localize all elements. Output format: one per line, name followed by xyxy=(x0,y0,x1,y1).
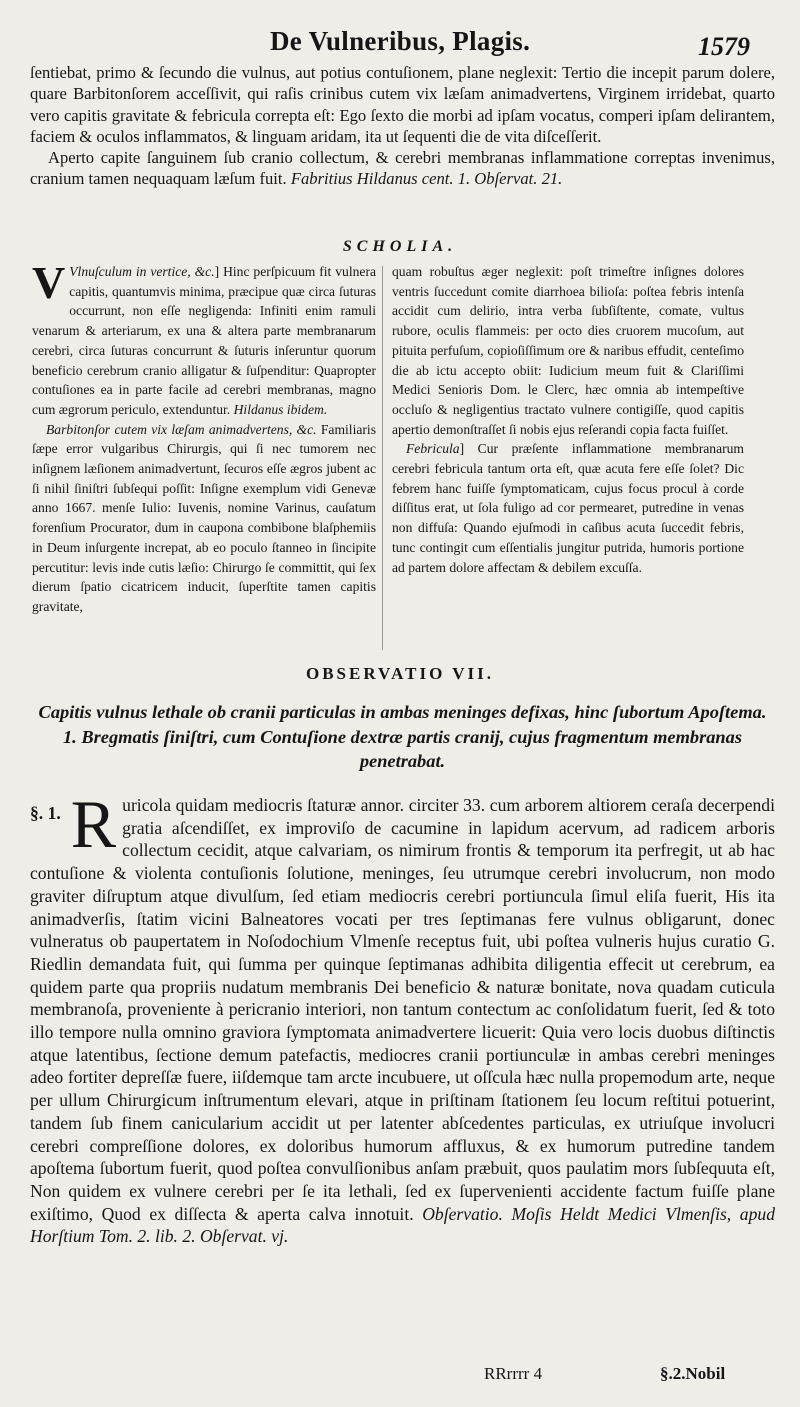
observation-heading-line-2: 1. Bregmatis ſiniſtri, cum Contuſione dextræ partis cranij, cujus fragmentum membranas penetrabat. xyxy=(62,726,743,771)
scholia-lemma-1: Vlnuſculum in vertice, &c. xyxy=(69,264,215,279)
scholia-right-paragraph-2 xyxy=(392,439,744,577)
scholia-left-paragraph-1 xyxy=(32,257,377,420)
scholia-cite-1: Hildanus ibidem. xyxy=(233,401,328,417)
intro-text xyxy=(30,62,775,190)
scholia-dropcap: V xyxy=(32,257,66,308)
running-title: De Vulneribus, Plagis. xyxy=(270,26,531,56)
catchword: §.2.Nobil xyxy=(660,1364,726,1383)
scholia-left-text-2: Familiaris ſæpe error vulgaribus Chirurgis, qui ſi nec tumorem nec inſignem læſionem animadvertunt, ſecuros eſſe ægros jubent ac ſi nihil ſiniſtri ſubſequi poſſit: Inſigne exemplum vidi Genevæ anno 1667. menſe Iulio: Iuvenis, nomine Varinus, cauſatum forenſium Procurator, dum in caupona combibone blaſphemiis in Deum inſurgente increpat, ab eo poculo ſtanneo in ſincipite percutitur: levis inde cutis læſio: Chirurgo ſe committit, qui ſex dierum ſpatio cicatricem inducit, ſuperſtite tamen capitis gravitate, xyxy=(32,421,376,614)
scholia-right-paragraph-1: quam robuſtus æger neglexit: poſt trimeſtre inſignes dolores ventris ſuccedunt comite diarrhoea bilioſa: poſtea febris intenſa accidit cum delirio, intra verba ſubſiſtente, comate, vultus rubore, oculis flammeis: per octo dies cruorem mucoſum, aut pituita perfuſum, copioſiſſimum ore & naribus effudit, centeſimo die ab ictu accepto obiit: Iudicium meum fuit & Clariſſimi Medici Senioris Dom. le Clerc, hæc omnia ab intempeſtive occluſo & negligentius tractato vulnere contigiſſe, quod capitis apertio demonſtraſſet ſi nobis ejus reſerandi copia facta fuiſſet. xyxy=(392,264,744,437)
page-footer xyxy=(0,1364,800,1390)
running-head xyxy=(0,22,800,62)
observation-citation: Obſervatio. Moſis Heldt Medici Vlmenſis, apud Horſtium Tom. 2. lib. 2. Obſervat. vj. xyxy=(30,1203,775,1247)
scholia-left-paragraph-2 xyxy=(32,420,376,617)
scholia-lemma-2: Barbitonſor cutem vix læſam animadvertens, &c. xyxy=(46,421,317,437)
scholia-lemma-3: Febricula xyxy=(406,441,460,457)
observation-dropcap: R xyxy=(70,786,117,862)
observation-body-text: uricola quidam mediocris ſtaturæ annor. circiter 33. cum arborem altiorem ceraſa decerpendi gratia aſcendiſſet, ex improviſo de cacumine in lapidum acervum, ad radicem arboris collectum cecidit, atque calvariam, os nimirum frontis & temporum ita perfregit, ut ab hac contuſione & violenta contuſionis ſolutione, meninges, ſeu utrumque cerebri involucrum, non modo graviter diſruptum atque divulſum, ſed etiam mediocris cerebri portiuncula ſimul eliſa fuerit, His ita animadverſis, ſtatim vicini Balneatores vocati per tres ſeptimanas fere vulnus obligarunt, donec vulneratus ob paupertatem in Noſodochium Vlmenſe receptus fuit, ubi poſtea vulneris hujus curatio G. Riedlin demandata fuit, qui ſumma per quinque ſeptimanas adhibita diligentia effecit ut cerebrum, ea quidem parte qua propriis nudatum membranis Dei beneficio & naturæ bonitate, nova quadam cuticula membranoſa, proveniente à pericranio interiori, non tantum contectum ac conſolidatum fuerit, ſed & toto illo tempore nulla omnino graviora ſymptomata animadvertere licuerit: Quia vero locis duobus diſtinctis atque latentibus, ſectione demum patefactis, mediocres cranii portiunculæ in ambas cerebri meninges adeo fortiter depreſſæ fuere, iiſdemque tam arcte incubuere, ut oſſcula hæc nulla propemodum arte, neque per ullum Chirurgicum inſtrumentum elevari, atque in priſtinam ſtationem ſeu locum reſtitui potuerint, tandem ſub finem canicularium accidit ut per latenter abſcedentes particulas, ex utriuſque involucri cerebri compreſſione dolores, ex doloribus humorum affluxus, & ex humorum putredine tandem apoſtema ſubortum fuerit, quod poſtea convulſionibus anſam præbuit, quos paulatim mors ſubſequuta eſt, Non quidem ex vulnere cerebri per ſe ita lethali, ſed ex ſupervenienti accidente factum fuiſſe plane exiſtimo, Quod ex diſſecta & aperta calva innotuit. xyxy=(30,795,775,1224)
observation-heading-line-1: Capitis vulnus lethale ob cranii particulas in ambas meninges defixas, hinc ſubortum Apoſtema. xyxy=(38,702,767,722)
intro-paragraph-2-text: Aperto capite ſanguinem ſub cranio collectum, & cerebri membranas inflammatione correptas invenimus, cranium tamen nequaquam læſum fuit. xyxy=(30,148,775,189)
scholia-left-text-1: ] Hinc perſpicuum fit vulnera capitis, quantumvis minima, præcipue quæ circa ſuturas occurrunt, non eſſe negligenda: Infiniti enim ramuli venarum & arteriarum, ex una & altera parte membranarum cerebri, circa ſuturas concurrunt & ſuturis inſeruntur quorum beneficio cerebrum cranio alligatur & ſuſpenditur: Quapropter contuſiones ea in parte facile ad cerebri membranas, magno cum ægrorum periculo, extenduntur. xyxy=(32,264,377,417)
page-number: 1579 xyxy=(698,32,750,61)
scholia-right-column xyxy=(392,262,744,577)
paragraph-mark: §. 1. xyxy=(30,803,61,823)
observation-body xyxy=(30,786,775,1248)
scholia-left-column xyxy=(32,257,377,617)
column-divider xyxy=(382,266,383,650)
observation-heading xyxy=(30,700,775,774)
intro-citation: Fabritius Hildanus cent. 1. Obſervat. 21. xyxy=(290,169,563,189)
intro-paragraph-2 xyxy=(30,147,775,190)
signature-mark: RRrrrr 4 xyxy=(484,1364,543,1383)
scholia-right-text-2: ] Cur præſente inflammatione membranarum cerebri febricula tantum orta eſt, quæ acuta fere eſſe ſolet? Dic febrem hanc fuiſſe ſymptomaticam, cujus focus procul à corde diſſitus erat, ut ſola fuligo ad cor permearet, putredine in venas non diffuſa: Quando ejuſmodi in caſibus acuta ſuccedit febris, tunc contingit cum eſſentialis jungitur putrida, humoris portione ad partem dolore affectam & debilem excuſſa. xyxy=(392,441,744,575)
scholia-heading: SCHOLIA. xyxy=(342,238,458,255)
intro-paragraph-1: ſentiebat, primo & ſecundo die vulnus, aut potius contuſionem, plane neglexit: Tertio die incepit parum dolere, quare Barbitonſorem acceſſivit, qui raſis crinibus cutem vix læſam animadvertens, Virginem irridebat, quarto vero capitis gravitate & febricula correpta eſt: Ego ſexto die morbi ad ipſam vocatus, comperi ipſam delirantem, faciem & oculos inflammatos, & linguam aridam, ita ut ſequenti die de vita diſceſſerit. xyxy=(30,63,775,146)
observation-title: OBSERVATIO VII. xyxy=(305,664,494,683)
